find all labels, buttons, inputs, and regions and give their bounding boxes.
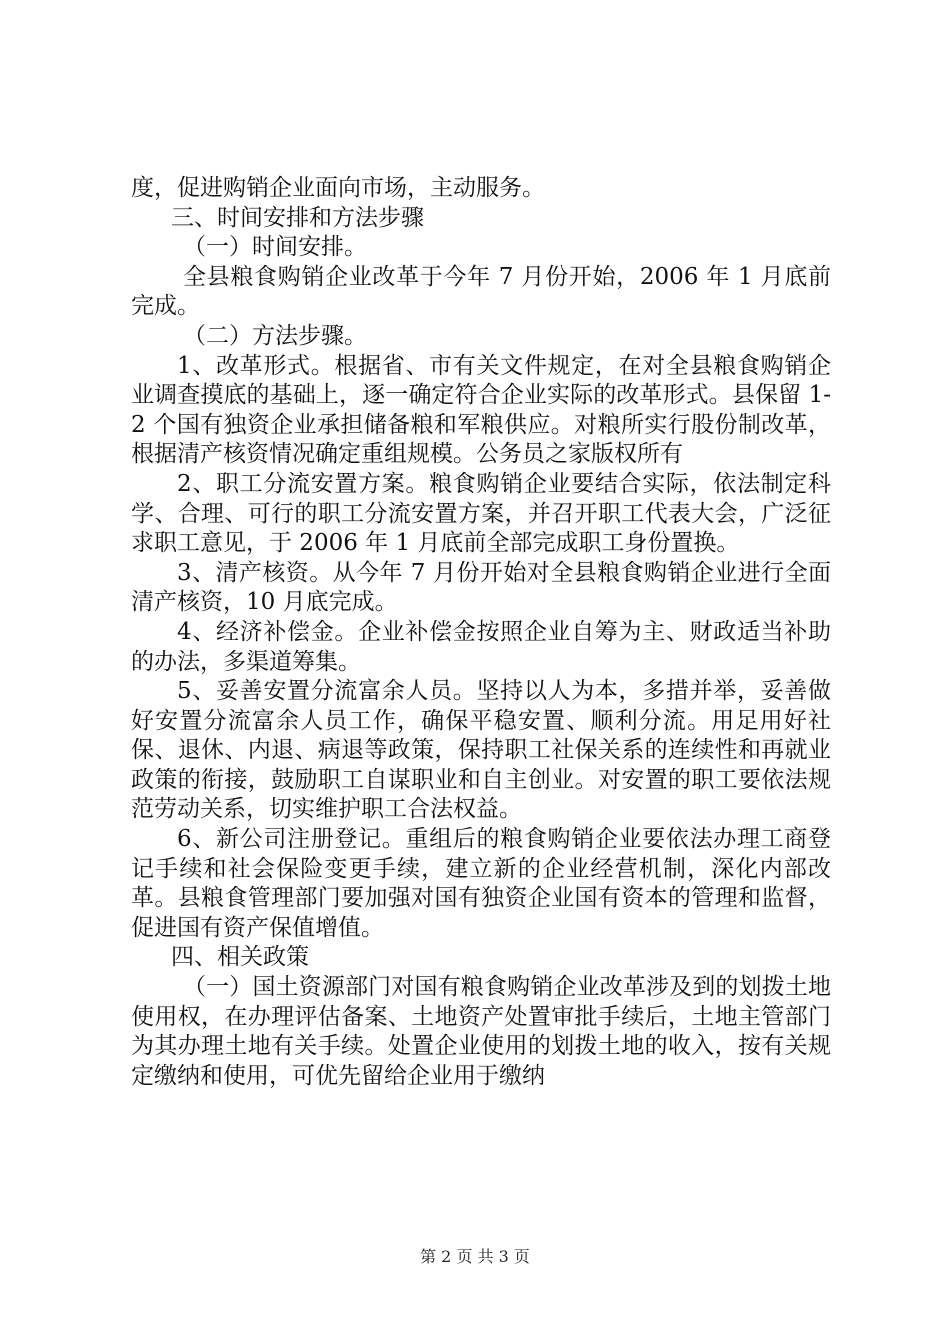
- paragraph-item-6: 6、新公司注册登记。重组后的粮食购销企业要依法办理工商登记手续和社会保险变更手续，建立新的企业经营机制，深化内部改革。县粮食管理部门要加强对国有独资企业国有资本的管理和监督，促进国有资产保值增值。: [131, 826, 831, 941]
- paragraph-item-3: 3、清产核资。从今年 7 月份开始对全县粮食购销企业进行全面清产核资，10 月底完成。: [131, 559, 831, 616]
- subsection-heading-1: （一）时间安排。: [183, 234, 367, 261]
- page-footer: 第 2 页 共 3 页: [420, 1247, 530, 1266]
- section-heading-4: 四、相关政策: [171, 944, 309, 971]
- paragraph-item-4: 4、经济补偿金。企业补偿金按照企业自筹为主、财政适当补助的办法，多渠道筹集。: [131, 618, 831, 675]
- paragraph-item-1: 1、改革形式。根据省、市有关文件规定，在对全县粮食购销企业调查摸底的基础上，逐一确定符合企业实际的改革形式。县保留 1-2 个国有独资企业承担储备粮和军粮供应。对粮所实行股份制改革，根据清产核资情况确定重组规模。公务员之家版权所有: [131, 352, 831, 468]
- paragraph-item-5: 5、妥善安置分流富余人员。坚持以人为本，多措并举，妥善做好安置分流富余人员工作，确保平稳安置、顺利分流。用足用好社保、退休、内退、病退等政策，保持职工社保关系的连续性和再就业政策的衔接，鼓励职工自谋职业和自主创业。对安置的职工要依法规范劳动关系，切实维护职工合法权益。: [131, 678, 831, 823]
- subsection-heading-2: （二）方法步骤。: [183, 322, 367, 349]
- paragraph-continuation: 度，促进购销企业面向市场，主动服务。: [131, 175, 545, 201]
- paragraph-schedule: 全县粮食购销企业改革于今年 7 月份开始，2006 年 1 月底前完成。: [131, 263, 831, 320]
- document-body: [131, 174, 831, 1091]
- section-heading-3: 三、时间安排和方法步骤: [171, 204, 424, 231]
- paragraph-item-2: 2、职工分流安置方案。粮食购销企业要结合实际，依法制定科学、合理、可行的职工分流安置方案，并召开职工代表大会，广泛征求职工意见，于 2006 年 1 月底前全部完成职工身份置换。: [131, 470, 831, 557]
- paragraph-policy-1: （一）国土资源部门对国有粮食购销企业改革涉及到的划拨土地使用权，在办理评估备案、土地资产处置审批手续后，土地主管部门为其办理土地有关手续。处置企业使用的划拨土地的收入，按有关规定缴纳和使用，可优先留给企业用于缴纳: [131, 974, 831, 1089]
